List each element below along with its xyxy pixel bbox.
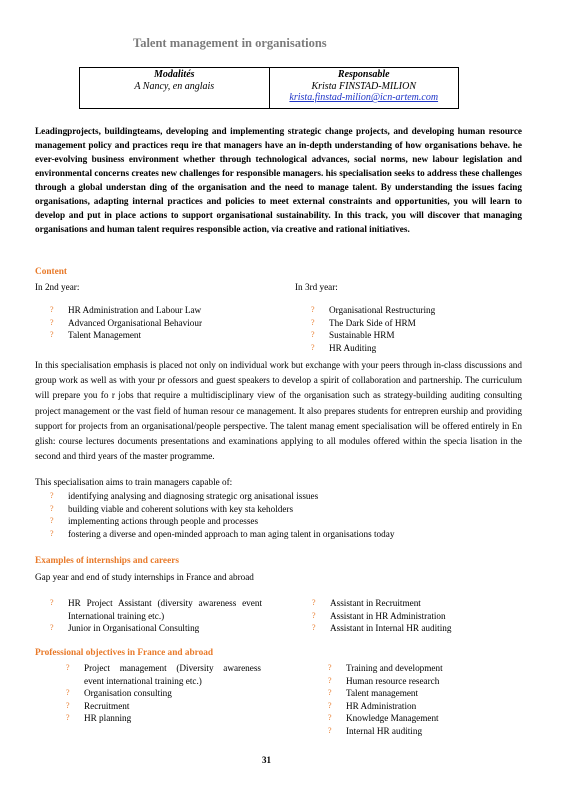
- year3-course-list: [311, 304, 531, 354]
- list-item: ? identifying analysing and diagnosing strategic org anisational issues: [50, 491, 319, 501]
- list-item: ? HR Administration: [328, 700, 417, 711]
- internships-right-list: [312, 597, 524, 635]
- bullet-icon: ?: [311, 342, 315, 352]
- list-item: ? Internal HR auditing: [328, 725, 423, 736]
- bullet-icon: ?: [50, 503, 54, 513]
- bullet-icon: ?: [328, 700, 332, 710]
- list-item: ? fostering a diverse and open-minded approach to man aging talent in organisations today: [50, 528, 395, 539]
- bullet-icon: ?: [50, 516, 54, 525]
- list-item: ? Assistant in HR Administration: [312, 610, 446, 621]
- bullet-icon: ?: [312, 610, 316, 620]
- bullet-icon: ?: [66, 713, 70, 722]
- bullet-icon: ?: [66, 663, 70, 672]
- list-item: ? Advanced Organisational Behaviour: [50, 317, 203, 328]
- bullet-icon: ?: [328, 688, 332, 697]
- list-item: ? Assistant in Internal HR auditing: [312, 623, 452, 633]
- bullet-icon: ?: [50, 317, 54, 327]
- list-item: ? Training and development: [328, 663, 443, 673]
- internships-heading: Examples of internships and careers: [35, 556, 179, 566]
- bullet-icon: ?: [312, 623, 316, 632]
- aims-label: This specialisation aims to train managers capable of:: [35, 477, 233, 487]
- list-item: ? Organisation consulting: [66, 688, 172, 698]
- responsable-label: Responsable: [337, 69, 390, 80]
- objectives-right-list: [328, 662, 523, 737]
- bullet-icon: ?: [312, 598, 316, 607]
- list-item: ? The Dark Side of HRM: [311, 317, 416, 328]
- bullet-icon: ?: [66, 700, 70, 710]
- bullet-icon: ?: [328, 713, 332, 722]
- year2-course-list: [50, 304, 280, 342]
- list-item: ? HR Auditing: [311, 342, 377, 353]
- bullet-icon: ?: [66, 688, 70, 697]
- info-table: [79, 67, 459, 109]
- year3-label: In 3rd year:: [295, 282, 338, 292]
- specialisation-paragraph: [35, 358, 522, 464]
- page-number: 31: [262, 755, 271, 765]
- internships-left-list: [50, 597, 262, 635]
- bullet-icon: ?: [50, 623, 54, 632]
- bullet-icon: ?: [50, 305, 54, 314]
- list-item: ? Talent Management: [50, 330, 142, 340]
- list-item: ? Human resource research: [328, 675, 440, 686]
- intro-text: Leadingprojects, buildingteams, developing and implementing strategic change projects, and developing human resource management policy and practices requ ire that managers have an in-depth understanding of how organisations behave. he ever-evolving business environment whether through technological advances, social norms, new labour legislation and environmental concerns creates new challenges for responsible managers. his specialisation seeks to address these challenges through a global understan ding of the organisation and the need to manage talent. By understanding the issues facing organisations, adapting internal practices and policies to meet external constraints and opportunities, you will learn to develop and put in place actions to support organisational sustainability. In this track, you will discover that managing organisations and human talent requires responsible action, via creative and rational initiatives.: [35, 126, 522, 234]
- list-item: ? Talent management: [328, 688, 419, 698]
- content-heading: Content: [35, 267, 68, 277]
- responsable-cell: [269, 68, 459, 109]
- list-item: ? HR planning: [66, 713, 132, 723]
- year2-label: In 2nd year:: [35, 282, 80, 292]
- internships-intro: Gap year and end of study internships in France and abroad: [35, 572, 254, 582]
- responsable-name: Krista FINSTAD-MILION: [311, 80, 417, 92]
- bullet-icon: ?: [311, 305, 315, 314]
- bullet-icon: ?: [328, 725, 332, 735]
- list-item: ? Project management (Diversity awareness event international training etc.): [66, 663, 261, 686]
- list-item: ? Sustainable HRM: [311, 330, 395, 340]
- objectives-heading: Professional objectives in France and abroad: [35, 648, 214, 658]
- modalites-label: Modalités: [153, 69, 195, 80]
- bullet-icon: ?: [50, 598, 54, 607]
- modalites-value: A Nancy, en anglais: [134, 80, 215, 92]
- list-item: ? Assistant in Recruitment: [312, 598, 421, 608]
- bullet-icon: ?: [328, 663, 332, 672]
- list-item: ? Junior in Organisational Consulting: [50, 623, 200, 633]
- list-item: ? Organisational Restructuring: [311, 305, 436, 315]
- list-item: ? Knowledge Management: [328, 713, 439, 723]
- bullet-icon: ?: [328, 675, 332, 685]
- list-item: ? HR Project Assistant (diversity awareness event International training etc.): [50, 598, 262, 621]
- modalites-cell: [80, 68, 270, 109]
- list-item: ? HR Administration and Labour Law: [50, 305, 202, 315]
- specialisation-text: In this specialisation emphasis is placed not only on individual work but exchange with your peers through in-class discussions and group work as well as with your pr ofessors and guest speakers to develop a spirit of collaboration and partnership. The curriculum will prepare you fo r jobs that require a multidisciplinary view of the organisation such as strategy-building auditing consulting project management or the vast field of human resour ce management. It also prepares students for entrepren eurship and providing support for projects from an organisational/people perspective. The talent manag ement specialisation will be offered entirely in En glish: course lectures documents presentations and examinations applying to all modules offered within the specia lisation in the second and third years of the master programme.: [35, 360, 522, 462]
- aims-list: [50, 490, 520, 540]
- objectives-left-list: [66, 662, 261, 725]
- bullet-icon: ?: [50, 491, 54, 500]
- bullet-icon: ?: [50, 528, 54, 538]
- list-item: ? Recruitment: [66, 700, 130, 711]
- page-title: Talent management in organisations: [133, 36, 327, 50]
- intro-paragraph: [35, 124, 522, 236]
- list-item: ? building viable and coherent solutions with key sta keholders: [50, 503, 294, 514]
- bullet-icon: ?: [311, 317, 315, 327]
- bullet-icon: ?: [50, 330, 54, 339]
- responsable-email-link[interactable]: krista.finstad-milion@icn-artem.com: [289, 92, 439, 103]
- list-item: ? implementing actions through people and processes: [50, 516, 259, 526]
- bullet-icon: ?: [311, 330, 315, 339]
